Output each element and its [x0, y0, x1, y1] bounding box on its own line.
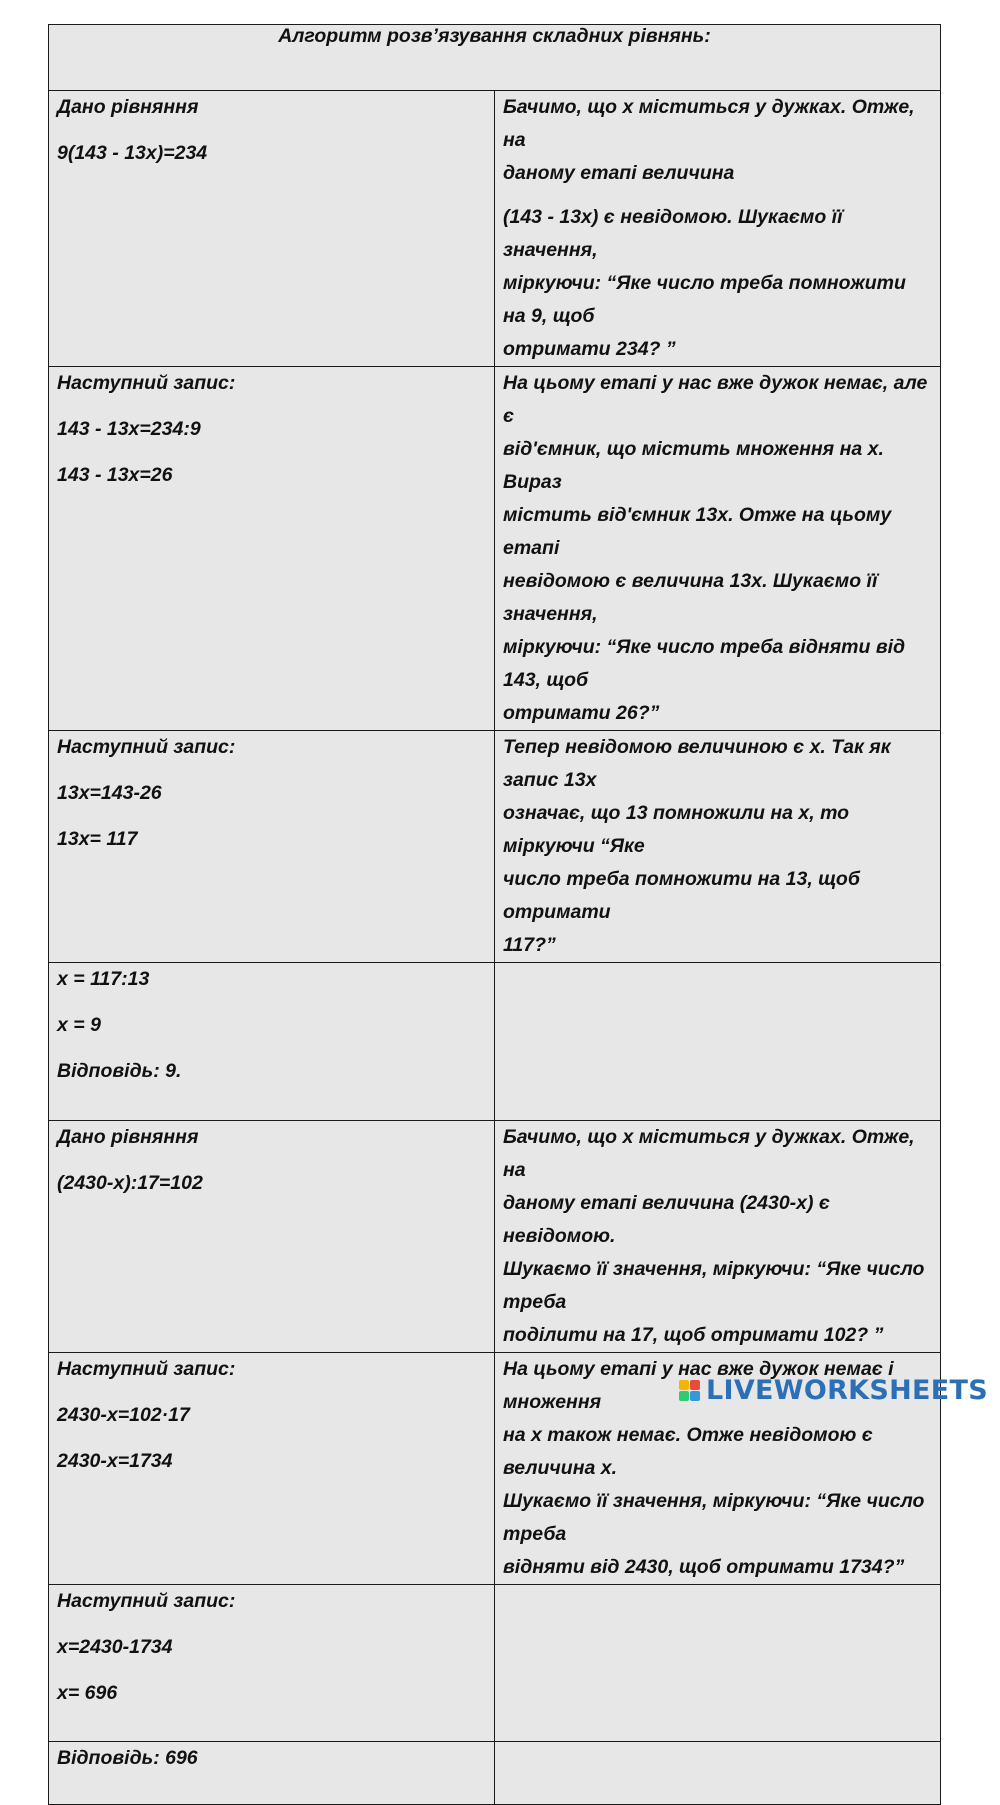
explanation-line: Шукаємо її значення, міркуючи: “Яке число треба [503, 1490, 925, 1545]
table-row [49, 367, 941, 731]
explanation-line: невідомою є величина 13х. Шукаємо її значення, [503, 570, 878, 625]
brand-text: LIVEWORKSHEETS [705, 1375, 988, 1406]
logo-square [690, 1391, 700, 1401]
explanation-line: означає, що 13 помножили на х, то міркуючи “Яке [503, 802, 850, 857]
equation-line: 9(143 - 13x)=234 [57, 142, 208, 164]
explanation-line: відняти від 2430, щоб отримати 1734?” [503, 1556, 905, 1578]
equation-line: x=2430-1734 [57, 1636, 173, 1658]
table-row [49, 1121, 941, 1353]
explanation-line: 117?” [503, 934, 556, 956]
empty-cell [495, 1585, 941, 1742]
equation-label: Дано рівняння [57, 96, 199, 118]
explanation-line: міркуючи: “Яке число треба відняти від 143, щоб [503, 636, 906, 691]
table-row [49, 731, 941, 963]
explanation-cell [495, 1121, 941, 1353]
step-label: Наступний запис: [57, 372, 236, 394]
answer-line: Відповідь: 696 [57, 1747, 198, 1769]
explanation-line: від'ємник, що містить множення на х. Вираз [503, 438, 884, 493]
explanation-line: містить від'ємник 13х. Отже на цьому етапі [503, 504, 892, 559]
explanation-line: даному етапі величина (2430-х) є невідомою. [503, 1192, 830, 1247]
table-row [49, 91, 941, 367]
equation-line: 13x= 117 [57, 828, 138, 850]
explanation-line: число треба помножити на 13, щоб отримати [503, 868, 860, 923]
table-row [49, 1585, 941, 1742]
left-cell [49, 367, 495, 731]
title-row [49, 25, 941, 91]
equation-line: 2430-x=102·17 [57, 1404, 190, 1426]
explanation-line: Бачимо, що х міститься у дужках. Отже, на [503, 1126, 915, 1181]
explanation-cell [495, 367, 941, 731]
step-label: Наступний запис: [57, 1358, 236, 1380]
left-cell [49, 731, 495, 963]
left-cell [49, 91, 495, 367]
equation-line: 2430-x=1734 [57, 1450, 173, 1472]
equation-line: x = 9 [57, 1014, 101, 1036]
explanation-line: даному етапі величина [503, 162, 735, 184]
liveworksheets-logo-icon [679, 1380, 700, 1401]
explanation-line: Тепер невідомою величиною є х. Так як запис 13х [503, 736, 891, 791]
explanation-cell [495, 91, 941, 367]
explanation-line: поділити на 17, щоб отримати 102? ” [503, 1324, 884, 1346]
table-row [49, 1742, 941, 1805]
explanation-line: Бачимо, що х міститься у дужках. Отже, на [503, 96, 915, 151]
equation-line: 143 - 13x=26 [57, 464, 173, 486]
explanation-line: На цьому етапі у нас вже дужок немає і множення [503, 1358, 894, 1413]
left-cell [49, 1742, 495, 1805]
left-cell [49, 1585, 495, 1742]
logo-square [679, 1391, 689, 1401]
step-label: Наступний запис: [57, 1590, 236, 1612]
explanation-cell [495, 731, 941, 963]
step-label: Наступний запис: [57, 736, 236, 758]
explanation-line: Шукаємо її значення, міркуючи: “Яке число треба [503, 1258, 925, 1313]
left-cell [49, 1121, 495, 1353]
empty-cell [495, 1742, 941, 1805]
explanation-line: міркуючи: “Яке число треба помножити на 9, щоб [503, 272, 906, 327]
equation-line: (2430-x):17=102 [57, 1172, 203, 1194]
logo-square [679, 1380, 689, 1390]
explanation-line: на х також немає. Отже невідомою є величина х. [503, 1424, 873, 1479]
left-cell [49, 963, 495, 1121]
equation-line: x= 696 [57, 1682, 118, 1704]
explanation-line: На цьому етапі у нас вже дужок немає, але є [503, 372, 928, 427]
left-cell [49, 1353, 495, 1585]
equation-line: x = 117:13 [57, 968, 150, 990]
equation-label: Дано рівняння [57, 1126, 199, 1148]
explanation-line: отримати 26?” [503, 702, 660, 724]
equation-line: 143 - 13x=234:9 [57, 418, 201, 440]
equation-line: 13x=143-26 [57, 782, 162, 804]
table-row [49, 963, 941, 1121]
explanation-line: отримати 234? ” [503, 338, 676, 360]
table-title: Алгоритм розв’язування складних рівнянь: [49, 25, 941, 91]
answer-line: Відповідь: 9. [57, 1060, 182, 1082]
algorithm-table [48, 24, 941, 1805]
empty-cell [495, 963, 941, 1121]
logo-square [690, 1380, 700, 1390]
liveworksheets-brand [679, 1375, 988, 1406]
explanation-line: (143 - 13x) є невідомою. Шукаємо її значення, [503, 206, 843, 261]
